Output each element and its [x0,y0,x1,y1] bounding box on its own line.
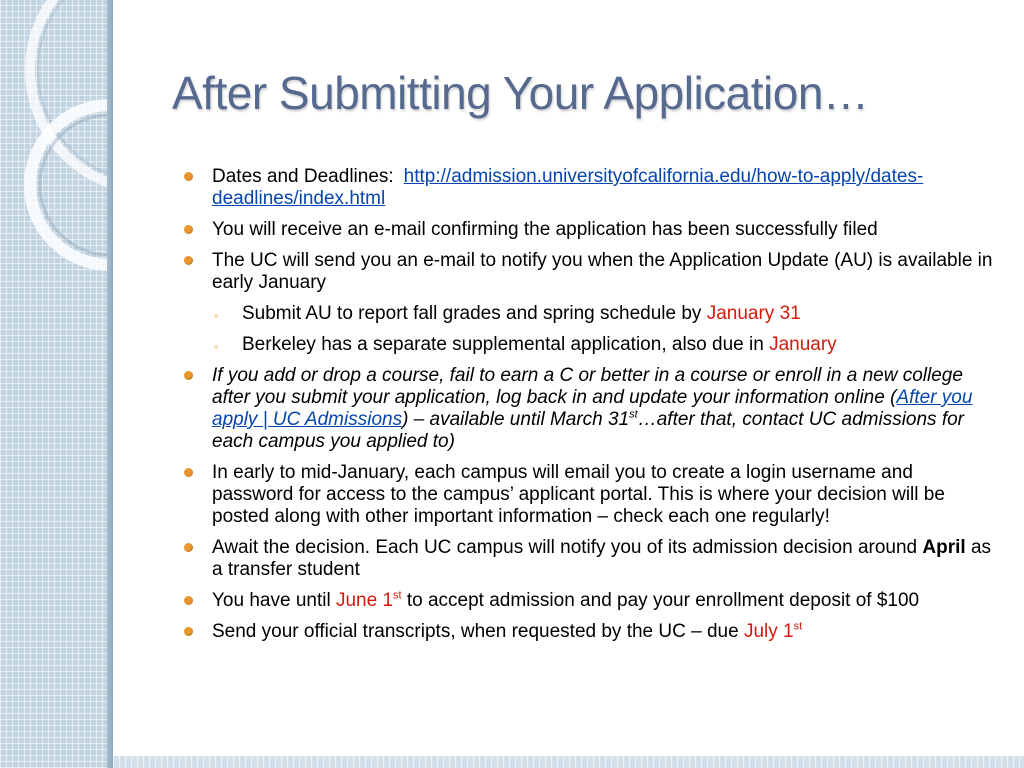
after-you-apply-link[interactable]: After you apply | UC Admissions [212,387,973,430]
transcripts-text: Send your official transcripts, when requested by the UC – due [212,621,744,642]
dates-deadlines-link[interactable]: http://admission.universityofcalifornia.edu/how-to-apply/dates-deadlines/index.html [212,166,924,209]
decorative-rings-icon [0,0,113,300]
update-info-after: …after that, contact UC admissions for each campus you applied to) [212,409,965,452]
confirmation-text: You will receive an e-mail confirming the application has been successfully filed [212,219,878,240]
bullet-item-dates [184,166,994,210]
bullet-item-decision [184,537,994,581]
bullet-dot-icon [184,225,193,234]
submit-au-text: Submit AU to report fall grades and spring schedule by [242,303,707,324]
side-panel-edge [107,0,113,768]
bullet-dot-icon [184,468,193,477]
sub-item-submit-au [184,303,994,325]
berkeley-deadline: January [769,334,837,355]
bullet-dot-icon [184,596,193,605]
decorative-side-panel [0,0,113,768]
bullet-dot-icon [184,256,193,265]
bullet-dot-icon [184,543,193,552]
decision-text-end: as a transfer student [212,537,992,580]
bullet-dot-icon [184,172,193,181]
bullet-item-application-update [184,250,994,294]
bullet-list [184,166,994,652]
deposit-deadline-date: June 1 [335,590,394,611]
submit-au-deadline: January 31 [706,303,801,324]
decision-text: Await the decision. Each UC campus will notify you of its admission decision around [212,537,923,558]
sub-item-berkeley [184,334,994,356]
bullet-item-deposit [184,590,994,612]
ordinal-suffix: st [393,589,402,602]
deposit-deadline [336,590,402,611]
bullet-item-transcripts [184,621,994,643]
dates-label: Dates and Deadlines: [212,166,394,187]
berkeley-text: Berkeley has a separate supplemental application, also due in [242,334,770,355]
bullet-dot-icon [184,371,193,380]
ordinal-suffix: st [793,620,803,633]
deposit-text-end: to accept admission and pay your enrollment deposit of $100 [401,590,920,611]
deposit-text: You have until [212,590,336,611]
transcripts-deadline [744,621,802,642]
bullet-item-portal [184,462,994,528]
decorative-bottom-strip [113,756,1024,768]
circle-bullet-icon: ◦ [214,308,219,323]
bullet-item-update-info [184,365,994,453]
circle-bullet-icon: ◦ [214,339,219,354]
portal-text: In early to mid-January, each campus will email you to create a login username and password for access to the campus’ applicant portal. This is where your decision will be posted along with other important information – check each one regularly! [212,462,945,527]
transcripts-deadline-date: July 1 [743,621,794,642]
update-info-deadline: ) – available until March 31 [402,409,630,430]
update-info-text: If you add or drop a course, fail to earn a C or better in a course or enroll in a new college after you submit your application, log back in and update your information online ( [212,365,963,408]
slide-title: After Submitting Your Application… [172,67,869,119]
decision-month: April [922,537,966,558]
bullet-item-confirmation [184,219,994,241]
application-update-text: The UC will send you an e-mail to notify you when the Application Update (AU) is available in early January [212,250,993,293]
bullet-dot-icon [184,627,193,636]
ordinal-suffix: st [629,408,638,421]
